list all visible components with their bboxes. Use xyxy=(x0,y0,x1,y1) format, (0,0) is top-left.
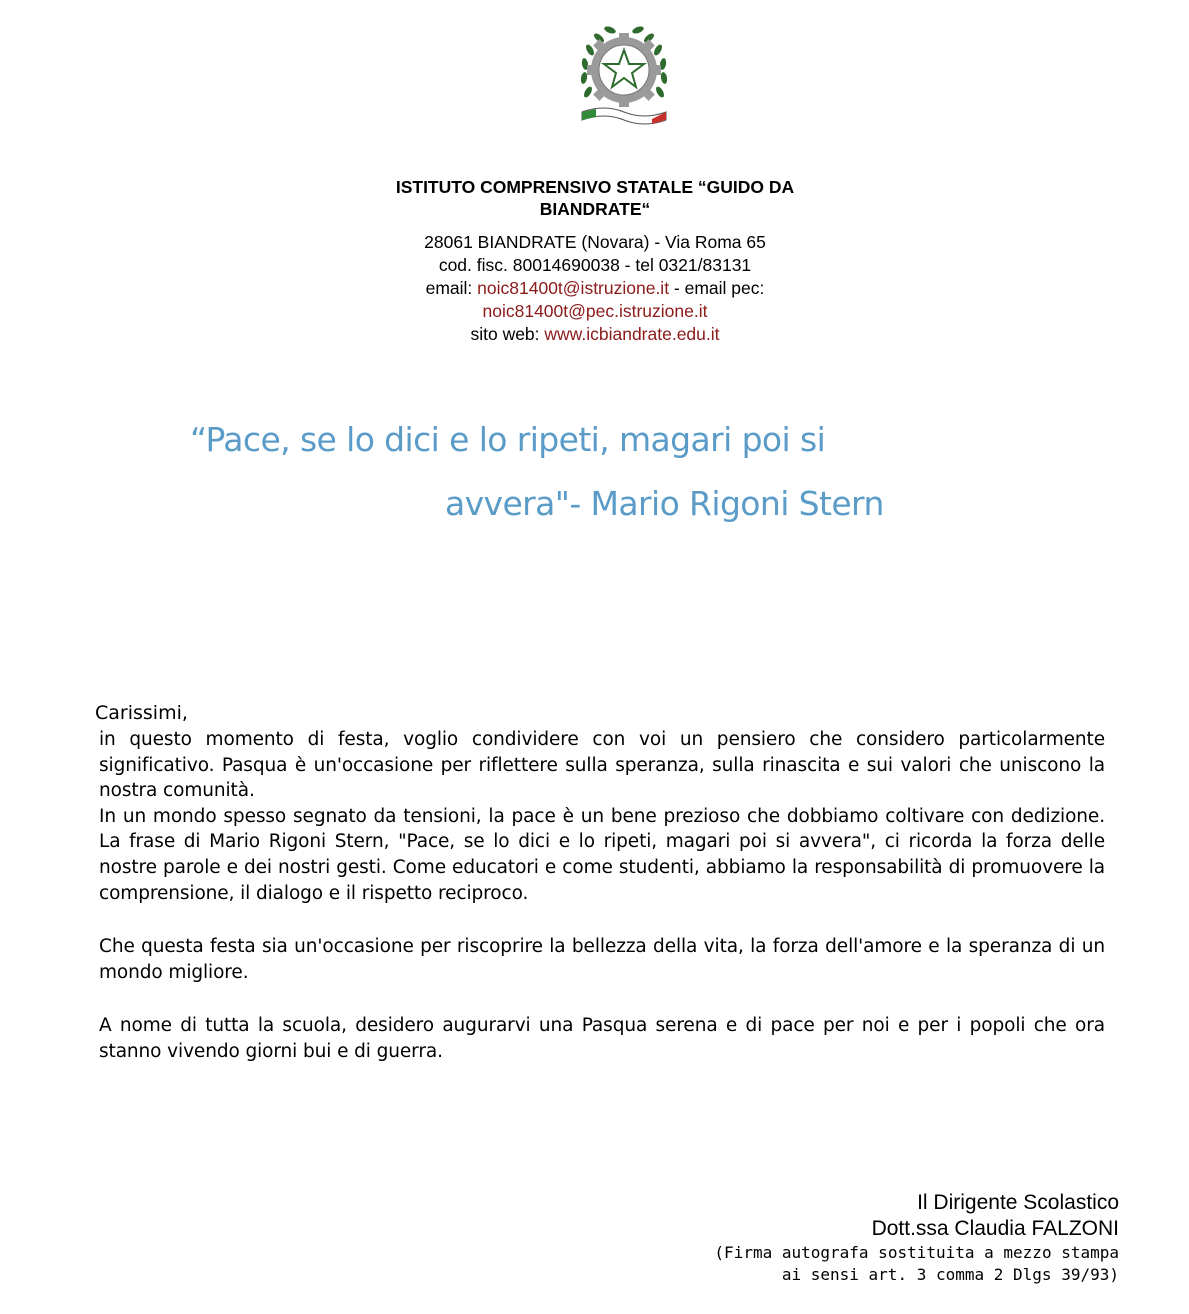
institute-name-line1: ISTITUTO COMPRENSIVO STATALE “GUIDO DA xyxy=(395,177,795,197)
institute-address: 28061 BIANDRATE (Novara) - Via Roma 65 xyxy=(424,232,766,252)
letter-paragraph-2: In un mondo spesso segnato da tensioni, la pace è un bene prezioso che dobbiamo coltivare con dedizione. La frase di Mario Rigoni Stern, "Pace, se lo dici e lo ripeti, magari poi si avvera", ci ricorda la forza delle nostre parole e dei nostri gesti. Come educatori e come studenti, abbiamo la responsabilità di promuovere la comprensione, il dialogo e il rispetto reciproco. xyxy=(99,805,1105,904)
paragraph-spacer xyxy=(99,906,1105,934)
institute-tax-phone: cod. fisc. 80014690038 - tel 0321/83131 xyxy=(438,255,752,275)
signature-name: Dott.ssa Claudia FALZONI xyxy=(871,1217,1119,1240)
web-label: sito web: xyxy=(470,324,545,344)
quote-line1: “Pace, se lo dici e lo ripeti, magari poi si xyxy=(190,420,826,459)
letter-greeting: Carissimi, xyxy=(95,702,188,724)
pec-label: - email pec: xyxy=(669,278,765,298)
signature-note-line2: ai sensi art. 3 comma 2 Dlgs 39/93) xyxy=(781,1265,1119,1284)
web-link[interactable]: www.icbiandrate.edu.it xyxy=(544,324,720,344)
institute-name xyxy=(300,176,890,220)
pec-link[interactable]: noic81400t@pec.istruzione.it xyxy=(482,301,708,321)
email-label: email: xyxy=(425,278,478,298)
signature-block xyxy=(714,1190,1119,1286)
quote-line2: avvera"- Mario Rigoni Stern xyxy=(445,484,884,523)
web-line xyxy=(300,323,890,346)
institute-name-line2: BIANDRATE“ xyxy=(539,199,651,219)
signature-note-line1: (Firma autografa sostituita a mezzo stampa xyxy=(714,1243,1119,1262)
email-line xyxy=(300,277,890,300)
institute-contacts xyxy=(300,231,890,346)
emblem-of-italy-icon xyxy=(574,20,674,128)
email-link[interactable]: noic81400t@istruzione.it xyxy=(477,278,670,298)
letter-body xyxy=(99,727,1105,1065)
letter-paragraph-4: A nome di tutta la scuola, desidero augurarvi una Pasqua serena e di pace per noi e per i popoli che ora stanno vivendo giorni bui e di guerra. xyxy=(99,1015,1105,1062)
paragraph-spacer xyxy=(99,985,1105,1013)
letter-paragraph-1: in questo momento di festa, voglio condividere con voi un pensiero che considero particolarmente significativo. Pasqua è un'occasione per riflettere sulla speranza, sulla rinascita e sui valori che uniscono la nostra comunità. xyxy=(99,729,1105,802)
signature-title: Il Dirigente Scolastico xyxy=(917,1191,1119,1214)
letter-paragraph-3: Che questa festa sia un'occasione per riscoprire la bellezza della vita, la forza dell'amore e la speranza di un mondo migliore. xyxy=(99,936,1105,983)
